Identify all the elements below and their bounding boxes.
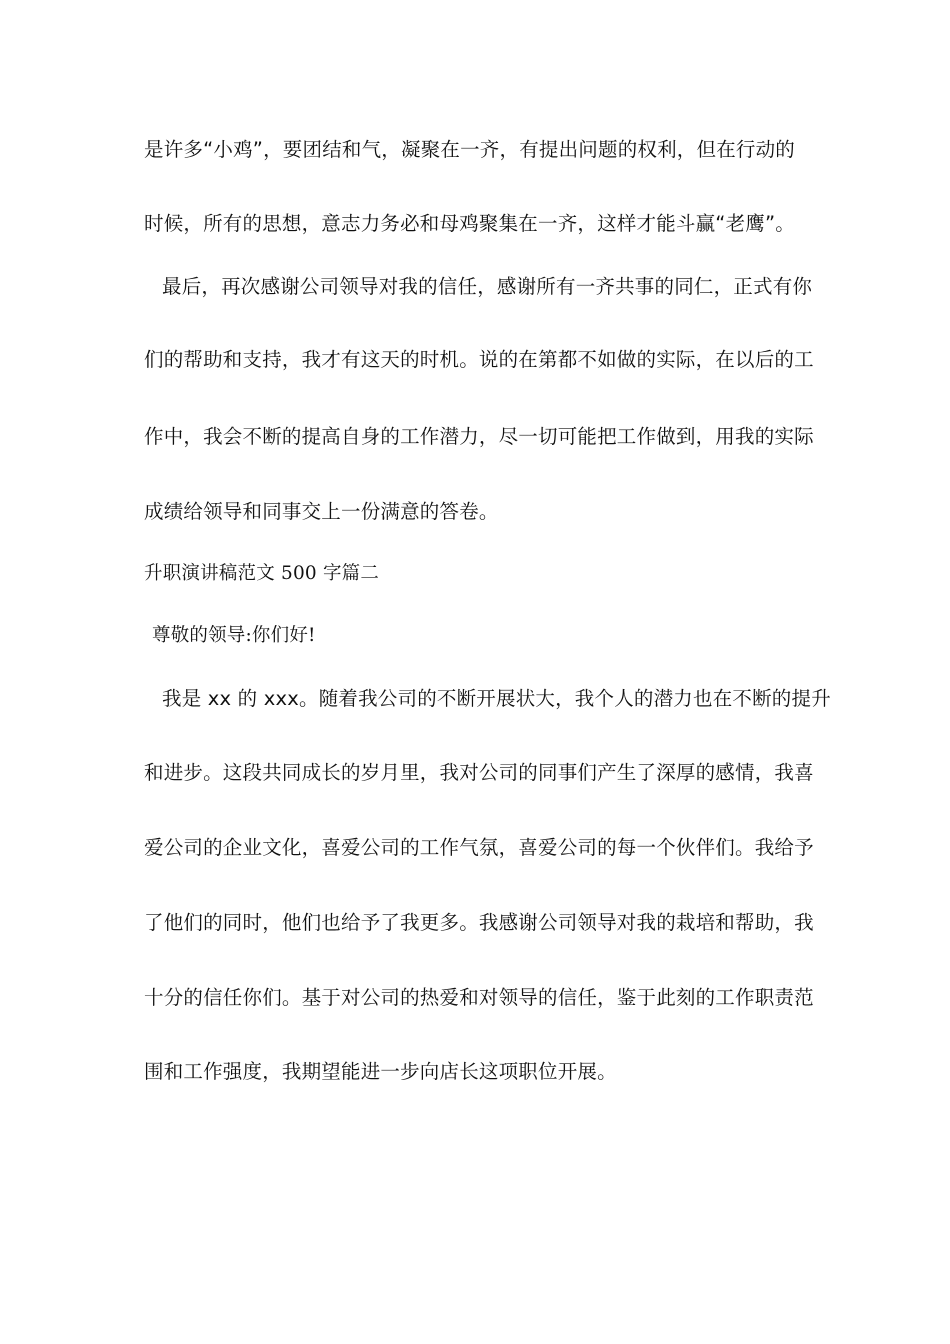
- text-line: 作中，我会不断的提高自身的工作潜力，尽一切可能把工作做到，用我的实际: [144, 425, 814, 448]
- text-line: 爱公司的企业文化，喜爱公司的工作气氛，喜爱公司的每一个伙伴们。我给予: [144, 836, 814, 859]
- text-line: 了他们的同时，他们也给予了我更多。我感谢公司领导对我的栽培和帮助，我: [144, 911, 814, 934]
- text-line: 是许多“小鸡”，要团结和气，凝聚在一齐，有提出问题的权利，但在行动的: [144, 138, 796, 161]
- text-line: 成绩给领导和同事交上一份满意的答卷。: [144, 500, 499, 523]
- text-line: 和进步。这段共同成长的岁月里，我对公司的同事们产生了深厚的感情，我喜: [144, 761, 814, 784]
- text-line: 时候，所有的思想，意志力务必和母鸡聚集在一齐，这样才能斗赢“老鹰”。: [144, 212, 796, 235]
- text-line: 们的帮助和支持，我才有这天的时机。说的在第都不如做的实际，在以后的工: [144, 348, 814, 371]
- text-line: 最后，再次感谢公司领导对我的信任，感谢所有一齐共事的同仁，正式有你: [162, 275, 813, 298]
- text-line: 我是 xx 的 xxx。随着我公司的不断开展状大，我个人的潜力也在不断的提升: [162, 687, 831, 710]
- salutation: 尊敬的领导:你们好!: [152, 625, 316, 646]
- text-line: 围和工作强度，我期望能进一步向店长这项职位开展。: [144, 1060, 617, 1083]
- section-heading: 升职演讲稿范文 500 字篇二: [144, 563, 380, 584]
- text-line: 十分的信任你们。基于对公司的热爱和对领导的信任，鉴于此刻的工作职责范: [144, 986, 814, 1009]
